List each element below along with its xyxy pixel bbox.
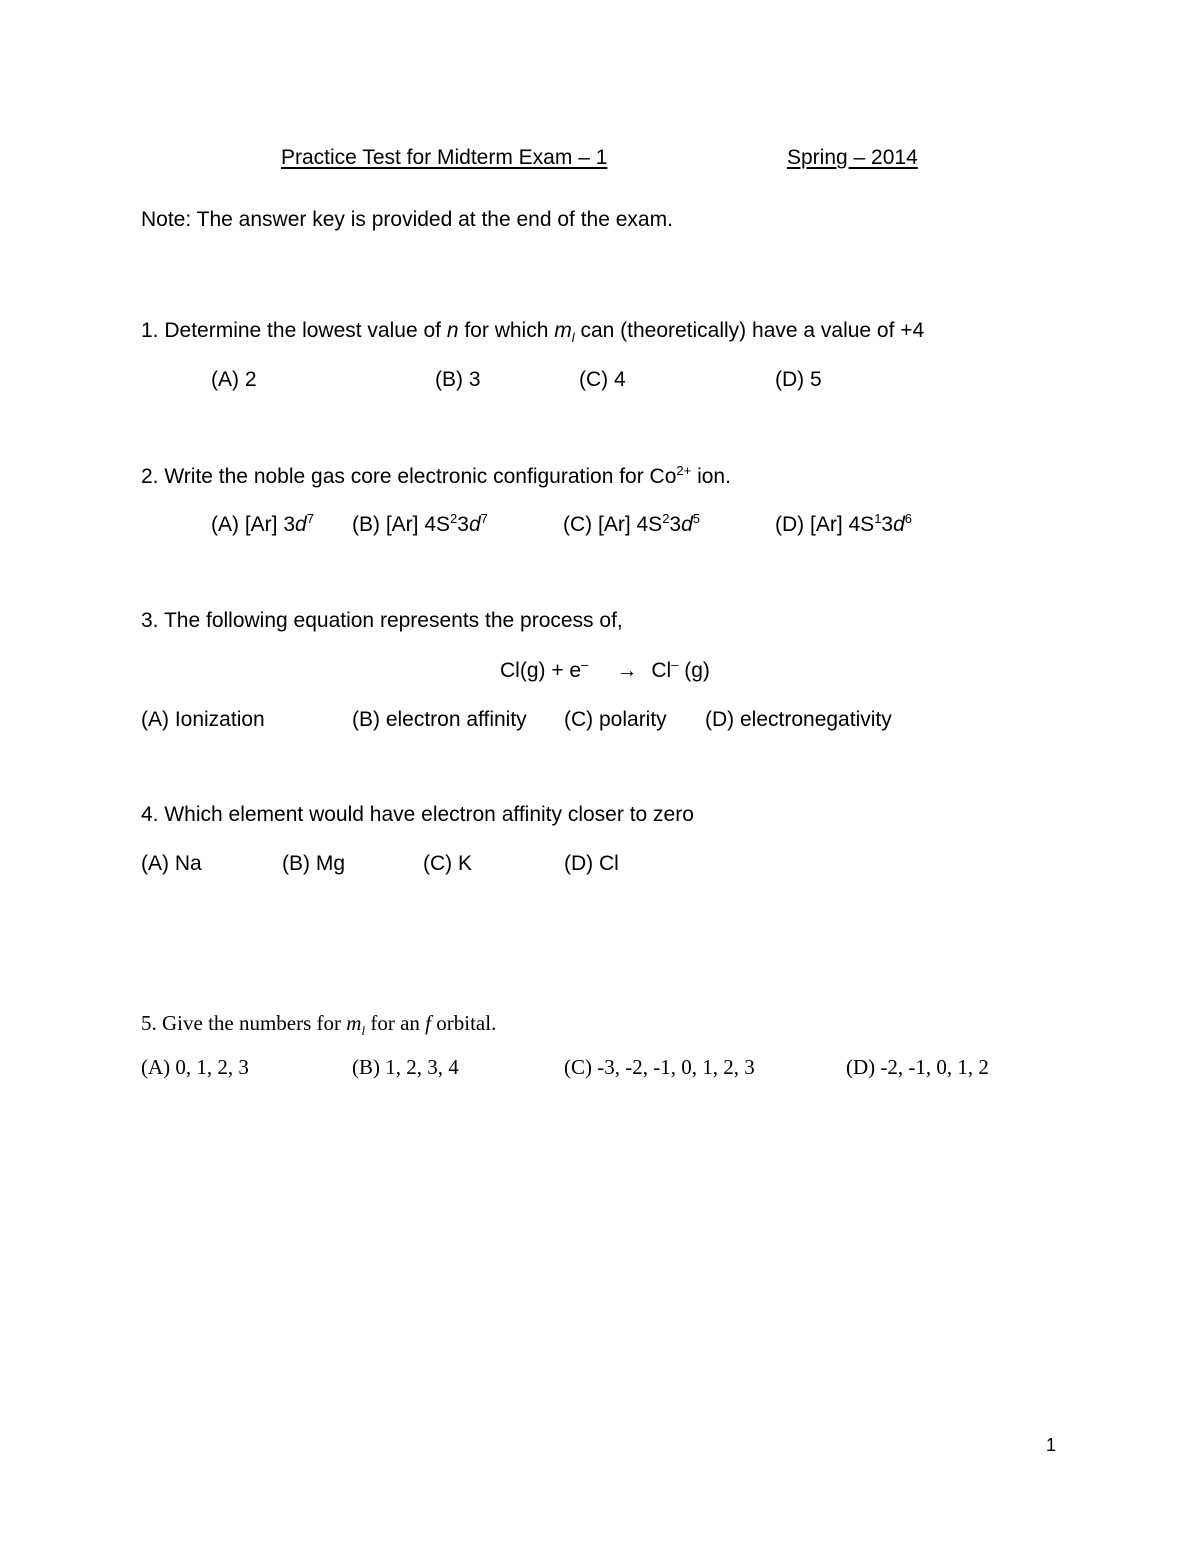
q1-option-a: (A) 2 [211, 368, 257, 391]
page-number: 1 [1046, 1435, 1057, 1455]
q1-option-d: (D) 5 [775, 368, 822, 391]
q3-option-c: (C) polarity [564, 708, 667, 731]
q5-option-c: (C) -3, -2, -1, 0, 1, 2, 3 [564, 1055, 755, 1079]
exam-term: Spring – 2014 [787, 146, 918, 169]
q5-option-a: (A) 0, 1, 2, 3 [141, 1055, 249, 1079]
answer-key-note: Note: The answer key is provided at the end of the exam. [141, 208, 673, 231]
q2-option-d: (D) [Ar] $4S^13d^6$ [775, 511, 913, 536]
reaction-arrow-icon: → [616, 659, 638, 682]
q2-option-a: (A) [Ar] $3d^7$ [211, 511, 314, 536]
question-4: 4. Which element would have electron affinity closer to zero [141, 803, 694, 826]
q1-option-b: (B) 3 [435, 368, 481, 391]
exam-title: Practice Test for Midterm Exam – 1 [281, 146, 608, 169]
q4-option-b: (B) Mg [282, 852, 345, 875]
q3-option-d: (D) electronegativity [705, 708, 892, 731]
q4-option-d: (D) Cl [564, 852, 619, 875]
q3-option-a: (A) Ionization [141, 708, 265, 731]
q2-option-b: (B) [Ar] $4S^23d^7$ [352, 511, 488, 536]
q4-option-a: (A) Na [141, 852, 202, 875]
q3-equation: Cl(g) + e– → Cl– (g) [500, 657, 710, 682]
q5-option-d: (D) -2, -1, 0, 1, 2 [846, 1055, 989, 1079]
question-1: 1. Determine the lowest value of n for which $m_l$ can (theoretically) have a value of +4 [141, 319, 925, 346]
question-5: 5. Give the numbers for $m_l$ for an f orbital. [141, 1011, 497, 1039]
q5-option-b: (B) 1, 2, 3, 4 [352, 1055, 459, 1079]
question-2: 2. Write the noble gas core electronic configuration for $Co^{2+}$ ion. [141, 463, 731, 488]
q2-option-c: (C) [Ar] $4S^23d^5$ [563, 511, 701, 536]
q3-option-b: (B) electron affinity [352, 708, 527, 731]
question-3: 3. The following equation represents the process of, [141, 609, 623, 632]
q4-option-c: (C) K [423, 852, 472, 875]
q1-option-c: (C) 4 [579, 368, 626, 391]
